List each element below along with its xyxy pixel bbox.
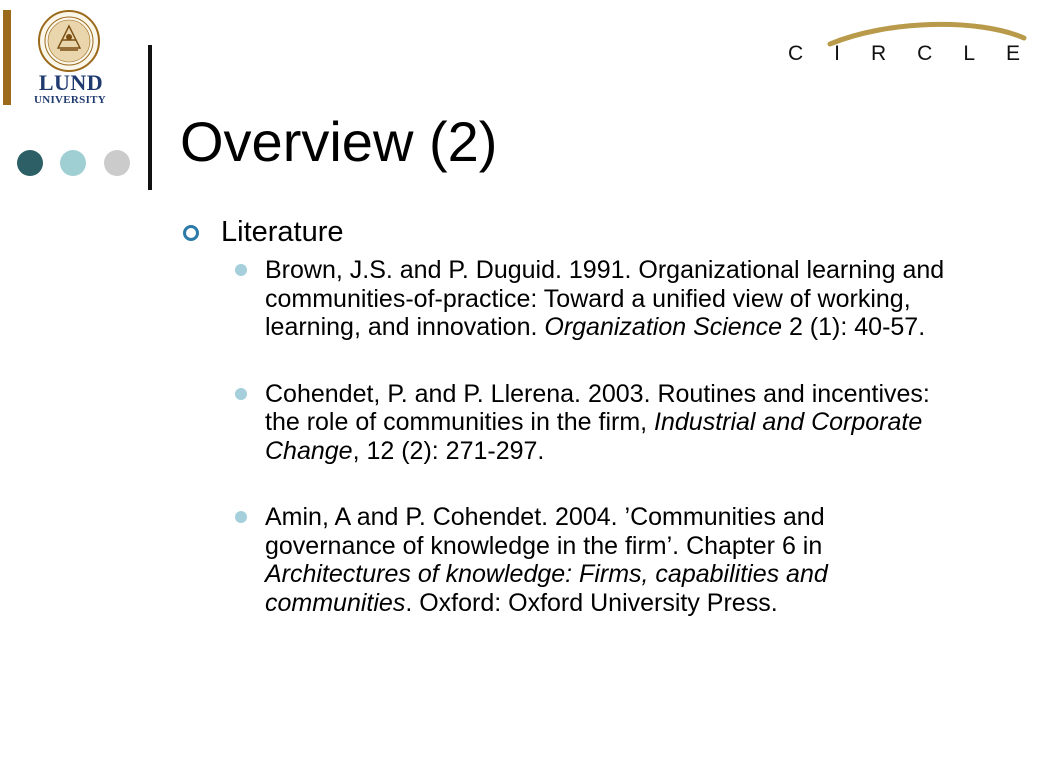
reference-details: . Oxford: Oxford University Press. — [405, 588, 778, 617]
section-item-literature — [183, 214, 943, 250]
university-wordmark: UNIVERSITY — [33, 94, 107, 106]
lund-wordmark: LUND — [38, 70, 104, 95]
reference-item — [183, 503, 945, 617]
page-title: Overview (2) — [180, 110, 498, 173]
reference-text: Amin, A and P. Cohendet. 2004. ’Communities and governance of knowledge in the firm’. Chapter 6 in — [265, 503, 825, 560]
ring-bullet-icon — [183, 225, 199, 241]
journal-title: Industrial and Corporate Change — [265, 408, 923, 465]
title-divider — [148, 45, 152, 190]
decor-dot-grey — [104, 150, 130, 176]
reference-item — [183, 256, 945, 342]
circle-logo — [788, 22, 1051, 72]
reference-item — [183, 380, 945, 466]
dot-bullet-icon — [235, 388, 247, 400]
reference-text: Cohendet, P. and P. Llerena. 2003. Routines and incentives: the role of communities in the firm, — [265, 379, 930, 436]
dot-bullet-icon — [235, 264, 247, 276]
book-title: Architectures of knowledge: Firms, capabilities and communities — [265, 560, 828, 617]
circle-logo-text: CIRCLE — [788, 42, 1051, 65]
decor-dot-light — [60, 150, 86, 176]
journal-title: Organization Science — [544, 313, 783, 341]
dot-bullet-icon — [235, 511, 247, 523]
accent-bar — [3, 10, 11, 105]
reference-list — [183, 256, 943, 617]
reference-details: , 12 (2): 271-297. — [352, 436, 545, 465]
lund-seal-logo — [38, 10, 100, 72]
decor-dot-dark — [17, 150, 43, 176]
section-label: Literature — [221, 216, 344, 248]
content-list — [183, 214, 943, 617]
reference-text: Brown, J.S. and P. Duguid. 1991. Organizational learning and communities-of-practice: Toward a unified view of working, learning, and innovation. — [265, 256, 945, 341]
reference-details: 2 (1): 40-57. — [782, 313, 926, 341]
